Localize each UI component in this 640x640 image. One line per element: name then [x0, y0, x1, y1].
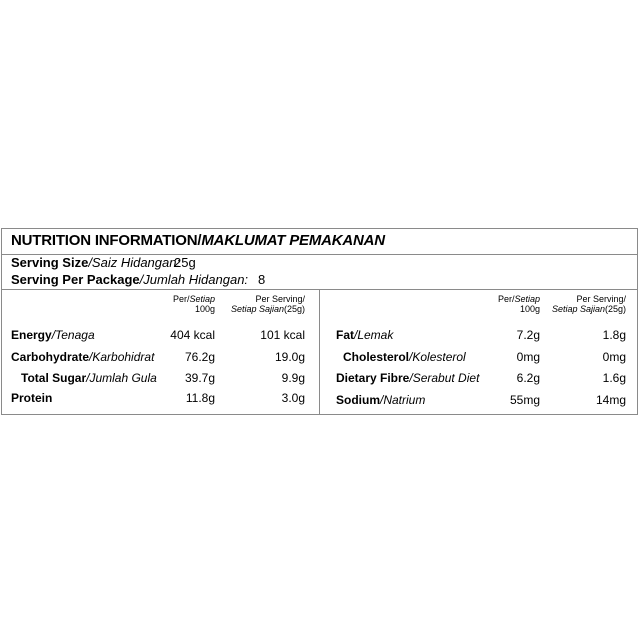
- nutrient-total-sugar-per100: 39.7g: [184, 371, 215, 385]
- nutrient-label-fat: Fat/Lemak: [336, 328, 394, 342]
- hdr-setiap: Setiap: [514, 294, 540, 304]
- serving-size-label: Serving Size: [11, 255, 89, 270]
- nutrient-protein-perserving: 3.0g: [281, 391, 305, 405]
- nutrient-sodium-perserving: 14mg: [595, 393, 626, 407]
- col-header-per100-right: [498, 294, 540, 314]
- serving-per-package-value: 8: [258, 272, 266, 287]
- nutrient-label-dietary-fibre: Dietary Fibre/Serabut Diet: [336, 371, 480, 385]
- nutrient-energy-perserving: 101 kcal: [260, 328, 305, 342]
- nutrient-label-cholesterol: Cholesterol/Kolesterol: [343, 350, 466, 364]
- nutrient-sodium-per100: 55mg: [509, 393, 540, 407]
- hdr-setiap-sajian: Setiap Sajian: [230, 304, 284, 314]
- hdr-per: Per/: [172, 294, 190, 304]
- hdr-per-serving: Per Serving/: [255, 294, 305, 304]
- hdr-per-serving: Per Serving/: [576, 294, 626, 304]
- hdr-setiap: Setiap: [189, 294, 215, 304]
- column-divider: [319, 289, 320, 415]
- nutrient-total-sugar-perserving: 9.9g: [281, 371, 305, 385]
- serving-size-label-malay: /Saiz Hidangan:: [88, 255, 181, 270]
- hdr-setiap-sajian: Setiap Sajian: [551, 304, 605, 314]
- col-header-per100-left: [173, 294, 215, 314]
- nutrient-fat-per100: 7.2g: [516, 328, 540, 342]
- nutrient-dietary-fibre-per100: 6.2g: [516, 371, 540, 385]
- nutrient-carbohydrate-perserving: 19.0g: [274, 350, 305, 364]
- hdr-100g: 100g: [194, 304, 215, 314]
- serving-size-value: 25g: [174, 255, 196, 270]
- hdr-per: Per/: [497, 294, 515, 304]
- serving-per-package-label: Serving Per Package: [11, 272, 140, 287]
- nutrient-label-energy: Energy/Tenaga: [11, 328, 95, 342]
- nutrient-carbohydrate-per100: 76.2g: [184, 350, 215, 364]
- nutrient-fat-perserving: 1.8g: [602, 328, 626, 342]
- nutrient-energy-per100: 404 kcal: [170, 328, 215, 342]
- panel-title: [11, 232, 385, 249]
- hdr-25g: (25g): [604, 304, 626, 314]
- col-header-perserving-left: [231, 294, 305, 314]
- title-english: NUTRITION INFORMATION/: [11, 232, 202, 249]
- col-header-perserving-right: [552, 294, 626, 314]
- serving-per-package-row: [11, 272, 248, 287]
- serving-size-row: [11, 255, 180, 270]
- nutrient-label-sodium: Sodium/Natrium: [336, 393, 426, 407]
- nutrient-cholesterol-per100: 0mg: [516, 350, 540, 364]
- nutrient-protein-per100: 11.8g: [185, 391, 215, 405]
- nutrient-label-total-sugar: Total Sugar/Jumlah Gula: [21, 371, 157, 385]
- nutrition-panel: [1, 228, 638, 415]
- nutrient-dietary-fibre-perserving: 1.6g: [602, 371, 626, 385]
- title-malay: MAKLUMAT PEMAKANAN: [201, 232, 385, 249]
- nutrient-label-carbohydrate: Carbohydrate/Karbohidrat: [11, 350, 155, 364]
- hdr-100g: 100g: [519, 304, 540, 314]
- nutrient-label-protein: Protein: [11, 391, 53, 405]
- nutrient-cholesterol-perserving: 0mg: [602, 350, 626, 364]
- hdr-25g: (25g): [283, 304, 305, 314]
- serving-per-package-label-malay: /Jumlah Hidangan:: [139, 272, 249, 287]
